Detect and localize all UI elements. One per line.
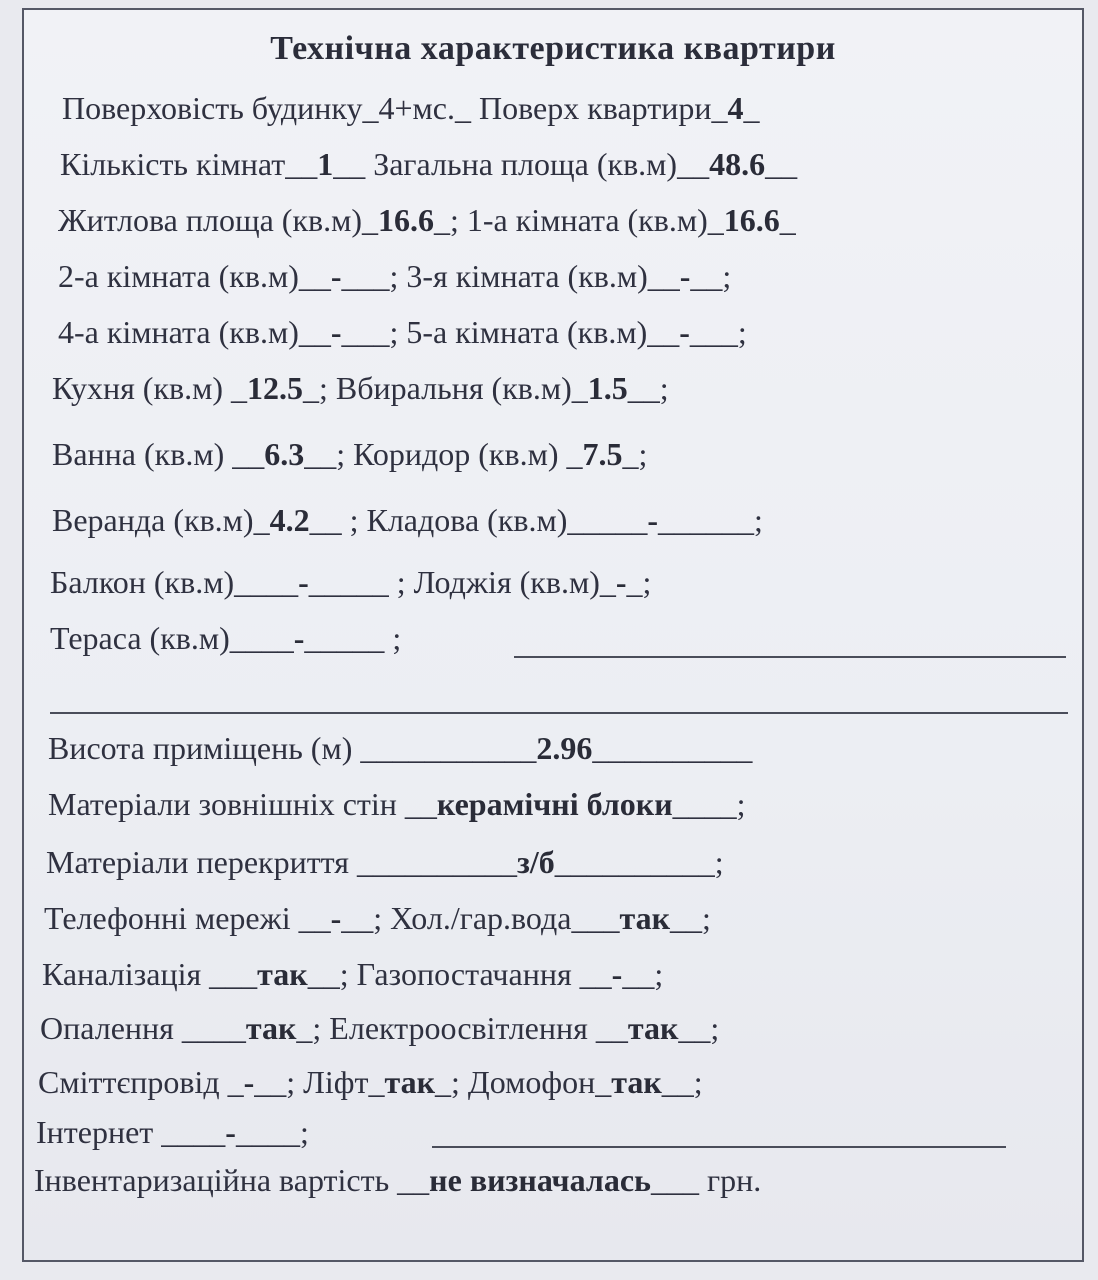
row-sewage-gas <box>42 958 663 990</box>
field-value: - <box>298 564 309 600</box>
field-value: так <box>627 1010 679 1046</box>
field-value: 12.5 <box>247 370 303 406</box>
field-value: не визначалась <box>429 1162 651 1198</box>
row-wall-materials <box>48 788 746 820</box>
field-value: 16.6 <box>723 202 780 238</box>
row-phone-water <box>44 902 711 934</box>
blank-line <box>514 656 1066 658</box>
field-label: __; <box>627 370 669 406</box>
row-bath-corridor <box>52 438 647 470</box>
field-label: Поверховість будинку_ <box>62 90 379 126</box>
field-label: _; Домофон_ <box>435 1064 612 1100</box>
field-label: Висота приміщень (м) ___________ <box>48 730 537 766</box>
field-label: Каналізація ___ <box>42 956 258 992</box>
row-balcony-loggia <box>50 566 651 598</box>
field-value: 48.6 <box>709 146 766 182</box>
field-value: так <box>619 900 671 936</box>
field-label: __; Газопостачання __ <box>307 956 612 992</box>
field-label: __; <box>690 258 732 294</box>
field-value: - <box>293 620 305 656</box>
field-value: - <box>225 1114 236 1150</box>
field-value: так <box>257 956 308 992</box>
row-ceiling-height <box>48 732 752 764</box>
row-internet <box>36 1116 309 1148</box>
field-label: Опалення ____ <box>40 1010 246 1046</box>
field-label: 4-а кімната (кв.м)__ <box>58 314 331 350</box>
field-label: _ <box>743 90 760 126</box>
row-living-area-room1 <box>58 204 796 236</box>
field-label: ______; <box>658 502 763 538</box>
field-value: 4 <box>727 90 744 126</box>
row-rooms-total-area <box>60 148 797 180</box>
field-label: ___; 3-я кімната (кв.м)__ <box>341 258 680 294</box>
row-chute-lift-intercom <box>38 1066 703 1098</box>
technical-characteristics-form <box>22 8 1084 1262</box>
field-label: ____; <box>235 1114 309 1150</box>
field-label: __; Ліфт_ <box>254 1064 385 1100</box>
field-label: Матеріали зовнішніх стін __ <box>48 786 437 822</box>
field-label: _____ ; Лоджія (кв.м)_ <box>308 564 616 600</box>
field-value: так <box>245 1010 297 1046</box>
field-value: - <box>679 258 691 294</box>
field-label: __ Загальна площа (кв.м)__ <box>333 146 710 182</box>
field-label: Кількість кімнат__ <box>60 146 318 182</box>
row-slab-materials <box>46 846 724 878</box>
field-label: Житлова площа (кв.м)_ <box>58 202 378 238</box>
field-label: __; Хол./гар.вода___ <box>341 900 620 936</box>
field-label: _ <box>779 202 796 238</box>
field-label: Сміттєпровід _ <box>38 1064 244 1100</box>
row-terrace <box>50 622 401 654</box>
field-label: __; <box>622 956 664 992</box>
field-label: Телефонні мережі __ <box>44 900 331 936</box>
blank-line-internet <box>432 1146 1006 1148</box>
row-heating-electricity <box>40 1012 719 1044</box>
field-value: - <box>243 1064 255 1100</box>
field-label: __________; <box>554 844 724 880</box>
field-value: - <box>611 956 623 992</box>
field-value: - <box>679 314 690 350</box>
field-label: ___; 5-а кімната (кв.м)__ <box>341 314 680 350</box>
field-label: ___; <box>689 314 747 350</box>
field-label: __; <box>678 1010 720 1046</box>
field-value: - <box>647 502 659 538</box>
field-label: __; <box>670 900 711 936</box>
row-room4-room5 <box>58 316 747 348</box>
field-label: __; Коридор (кв.м) _ <box>304 436 583 472</box>
field-label: _; <box>626 564 652 600</box>
field-label: Інтернет ____ <box>36 1114 226 1150</box>
field-label: Ванна (кв.м) __ <box>52 436 265 472</box>
row-inventory-value <box>34 1164 761 1196</box>
field-label: Тераса (кв.м)____ <box>50 620 294 656</box>
field-value: - <box>330 900 342 936</box>
row-veranda-storage <box>52 504 763 536</box>
row-room2-room3 <box>58 260 731 292</box>
field-value: 1 <box>317 146 334 182</box>
field-value: - <box>330 314 342 350</box>
field-label: Балкон (кв.м)____ <box>50 564 299 600</box>
field-label: Поверх квартири_ <box>470 90 728 126</box>
field-value: керамічні блоки <box>436 786 673 822</box>
field-label: Кухня (кв.м) _ <box>52 370 247 406</box>
separator-line <box>50 712 1068 714</box>
field-value: так <box>611 1064 662 1100</box>
field-value: 2.96 <box>536 730 593 766</box>
field-label: ____; <box>672 786 746 822</box>
row-building-floors <box>62 92 759 124</box>
field-label: Веранда (кв.м)_ <box>52 502 270 538</box>
field-label: __________ <box>592 730 753 766</box>
field-value: 1.5 <box>587 370 628 406</box>
field-label: _; <box>622 436 648 472</box>
field-value: - <box>615 564 627 600</box>
row-kitchen-toilet <box>52 372 669 404</box>
field-label: _; 1-а кімната (кв.м)_ <box>434 202 724 238</box>
form-title: Технічна характеристика квартири <box>270 30 836 67</box>
field-value: 4.2 <box>269 502 310 538</box>
field-value: - <box>330 258 342 294</box>
field-value: 6.3 <box>264 436 305 472</box>
field-label: __ ; Кладова (кв.м)_____ <box>309 502 648 538</box>
field-label: __ <box>765 146 798 182</box>
field-value: з/б <box>516 844 555 880</box>
field-label: 2-а кімната (кв.м)__ <box>58 258 331 294</box>
field-label: __; <box>661 1064 703 1100</box>
field-value: 16.6 <box>378 202 434 238</box>
field-value: 7.5 <box>582 436 623 472</box>
field-label: ___ грн. <box>650 1162 762 1198</box>
field-value: так <box>384 1064 435 1100</box>
field-label: _; Електроосвітлення __ <box>296 1010 628 1046</box>
field-label: 4+мс._ <box>378 90 471 126</box>
field-label: Інвентаризаційна вартість __ <box>34 1162 430 1198</box>
field-label: _; Вбиральня (кв.м)_ <box>303 370 588 406</box>
field-label: _____ ; <box>304 620 402 656</box>
field-label: Матеріали перекриття __________ <box>46 844 517 880</box>
